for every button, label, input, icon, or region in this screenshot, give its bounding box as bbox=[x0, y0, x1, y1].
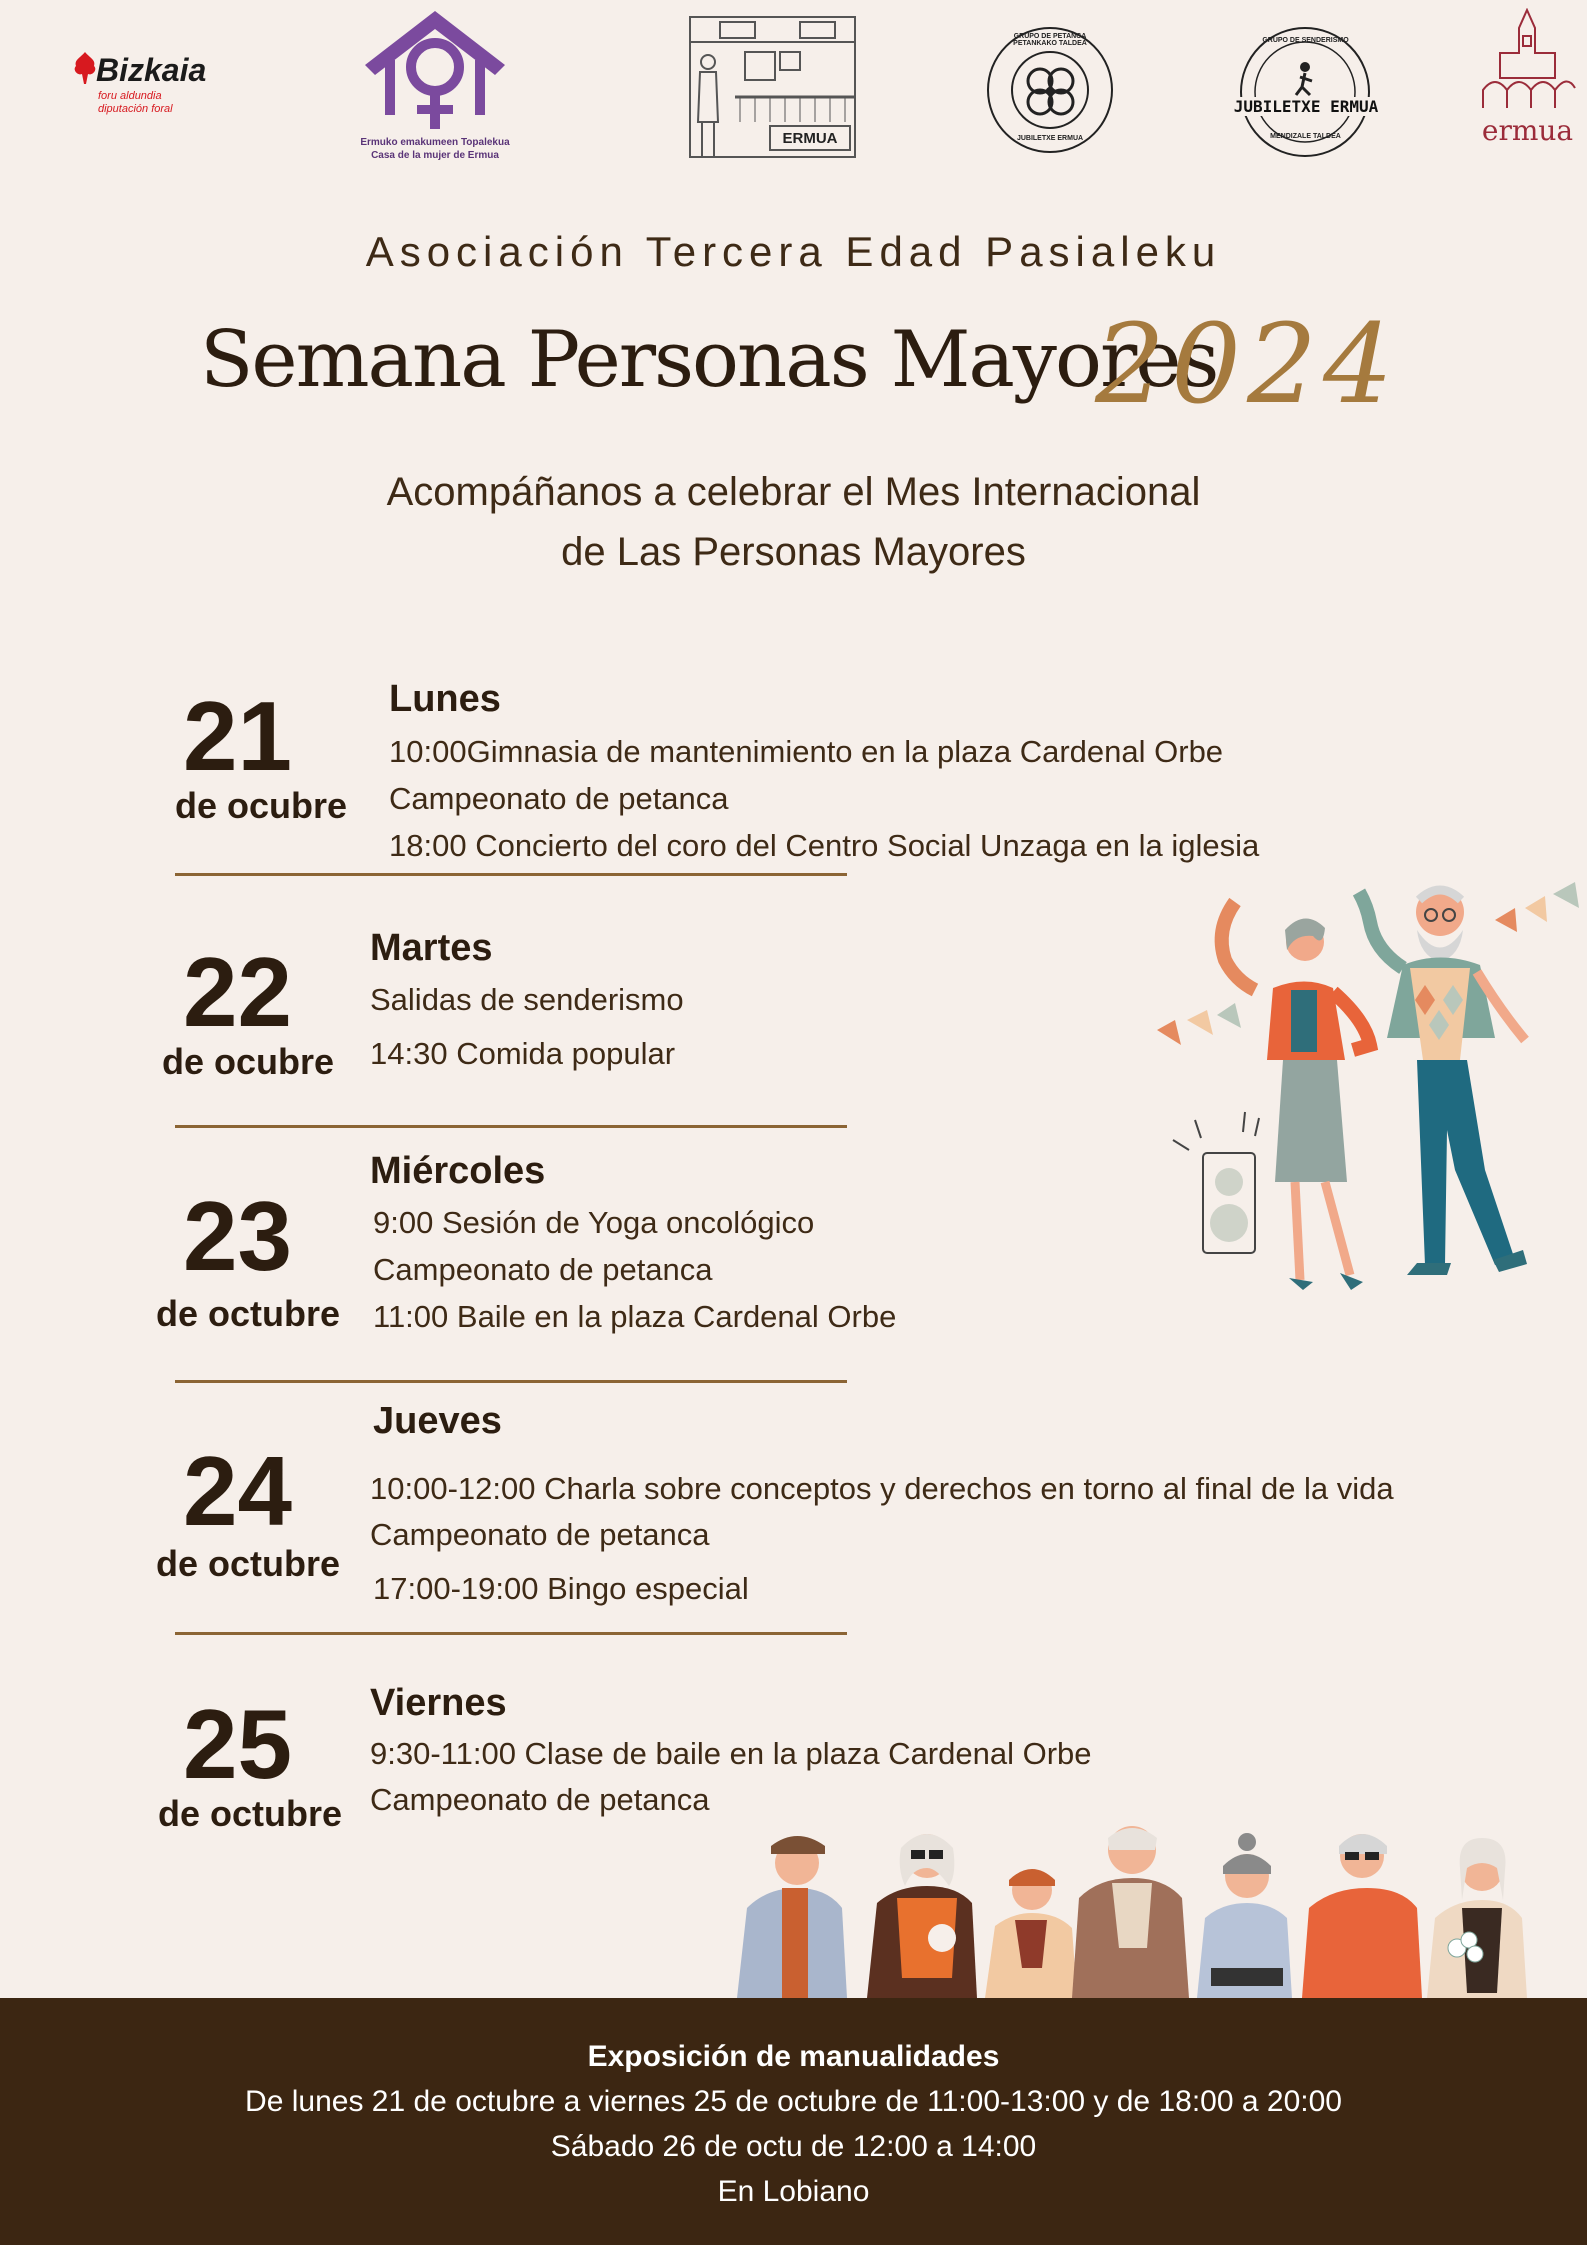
bizkaia-sub1: foru aldundia bbox=[98, 90, 162, 102]
day-name: Viernes bbox=[370, 1682, 507, 1724]
oak-leaf-icon bbox=[72, 52, 98, 84]
day-number: 23 bbox=[183, 1181, 293, 1291]
ermua-building-label: ERMUA bbox=[782, 130, 838, 147]
ermua-town-label: ermua bbox=[1481, 114, 1574, 147]
ermua-building-logo bbox=[680, 12, 860, 162]
day-number: 24 bbox=[183, 1436, 293, 1546]
event-item: Campeonato de petanca bbox=[373, 1252, 713, 1287]
event-item: Campeonato de petanca bbox=[389, 781, 729, 816]
senderismo-bottom-text: MENDIZALE TALDEA bbox=[1270, 133, 1341, 140]
subtitle bbox=[0, 462, 1587, 582]
organization-name: Asociación Tercera Edad Pasialeku bbox=[365, 228, 1222, 275]
senderismo-top-text: GRUPO DE SENDERISMO bbox=[1262, 37, 1349, 44]
divider bbox=[175, 873, 847, 876]
event-item: 10:00Gimnasia de mantenimiento en la plaza Cardenal Orbe bbox=[389, 734, 1224, 769]
title-year: 2024 bbox=[1095, 300, 1399, 428]
divider bbox=[175, 1632, 847, 1635]
day-name: Jueves bbox=[373, 1400, 502, 1442]
event-item: 9:30-11:00 Clase de baile en la plaza Cardenal Orbe bbox=[370, 1736, 1092, 1771]
day-month: de ocubre bbox=[175, 785, 348, 826]
day-month: de octubre bbox=[156, 1293, 341, 1334]
day-number: 21 bbox=[183, 681, 293, 791]
divider bbox=[175, 1125, 847, 1128]
day-month: de octubre bbox=[156, 1543, 341, 1584]
bizkaia-logo bbox=[72, 48, 222, 123]
day-name: Martes bbox=[370, 927, 493, 969]
dancing-couple-illustration bbox=[1155, 870, 1587, 1310]
bizkaia-sub2: diputación foral bbox=[98, 103, 173, 115]
day-month: de octubre bbox=[158, 1793, 343, 1834]
senderismo-logo bbox=[1233, 25, 1379, 160]
footer-line-2: Sábado 26 de octu de 12:00 a 14:00 bbox=[550, 2130, 1037, 2163]
event-item: 17:00-19:00 Bingo especial bbox=[373, 1571, 749, 1606]
footer-line-3: En Lobiano bbox=[717, 2175, 870, 2208]
event-item: Campeonato de petanca bbox=[370, 1782, 710, 1817]
exhibition-footer bbox=[0, 1998, 1587, 2245]
day-month: de ocubre bbox=[162, 1041, 335, 1082]
subtitle-line-1: Acompáñanos a celebrar el Mes Internacional bbox=[386, 470, 1201, 514]
casa-mujer-line2: Casa de la mujer de Ermua bbox=[371, 150, 499, 161]
event-item: 18:00 Concierto del coro del Centro Social Unzaga en la iglesia bbox=[389, 828, 1260, 863]
day-name: Lunes bbox=[389, 678, 501, 720]
elderly-group-illustration bbox=[727, 1808, 1587, 1998]
ermua-town-logo bbox=[1475, 8, 1580, 147]
casa-mujer-logo bbox=[355, 5, 515, 165]
page-title: Semana Personas Mayores bbox=[200, 315, 1218, 405]
day-number: 22 bbox=[183, 937, 293, 1047]
event-item: Campeonato de petanca bbox=[370, 1517, 710, 1552]
footer-line-1: De lunes 21 de octubre a viernes 25 de octubre de 11:00-13:00 y de 18:00 a 20:00 bbox=[245, 2085, 1342, 2118]
petanca-top-text: GRUPO DE PETANCA PETANKAKO TALDEA bbox=[1013, 33, 1087, 47]
senderismo-main-text: JUBILETXE ERMUA bbox=[1226, 97, 1386, 116]
subtitle-line-2: de Las Personas Mayores bbox=[561, 530, 1026, 574]
casa-mujer-line1: Ermuko emakumeen Topalekua bbox=[360, 137, 510, 148]
bizkaia-name: Bizkaia bbox=[96, 52, 207, 88]
event-item: 10:00-12:00 Charla sobre conceptos y derechos en torno al final de la vida bbox=[370, 1471, 1394, 1506]
event-item: 14:30 Comida popular bbox=[370, 1036, 676, 1071]
event-item: 9:00 Sesión de Yoga oncológico bbox=[373, 1205, 815, 1240]
footer-title: Exposición de manualidades bbox=[587, 2040, 1000, 2073]
house-venus-icon bbox=[355, 5, 515, 140]
day-name: Miércoles bbox=[370, 1150, 546, 1192]
petanca-logo bbox=[985, 25, 1115, 155]
divider bbox=[175, 1380, 847, 1383]
event-item: 11:00 Baile en la plaza Cardenal Orbe bbox=[373, 1299, 897, 1334]
day-number: 25 bbox=[183, 1689, 293, 1799]
event-item: Salidas de senderismo bbox=[370, 982, 684, 1017]
petanca-bottom-text: JUBILETXE ERMUA bbox=[1016, 135, 1084, 142]
church-arches-icon bbox=[1475, 8, 1580, 118]
